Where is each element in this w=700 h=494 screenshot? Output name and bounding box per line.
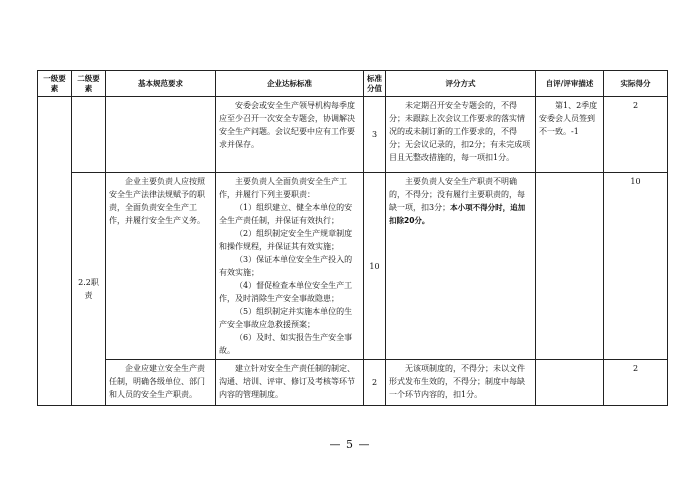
header-level1: 一级要素 — [38, 71, 72, 97]
header-level2: 二级要素 — [72, 71, 106, 97]
header-row — [38, 71, 668, 97]
method-text: 主要负责人安全生产职责不明确的，不得分；没有履行主要职责的，每缺一项，扣3分； — [389, 177, 525, 212]
actual-score-cell: 2 — [604, 97, 668, 173]
page-number: — 5 — — [329, 438, 371, 451]
level2-cell: 2.2职责 — [72, 173, 106, 406]
header-actual: 实际得分 — [604, 71, 668, 97]
method-cell: 未定期召开安全专题会的，不得分；未跟踪上次会议工作要求的落实情况的或未制订新的工作要求的，不得分；无会议记录的，扣2分；有未完成项目且无整改措施的，每一项扣1分。 — [386, 97, 536, 173]
header-score: 标准分值 — [364, 71, 386, 97]
score-cell: 10 — [364, 173, 386, 360]
level1-cell — [38, 97, 72, 406]
score-cell: 2 — [364, 360, 386, 406]
standard-line: （1）组织建立、健全本单位的安全生产责任制，并保证有效执行； — [219, 203, 353, 225]
header-method: 评分方式 — [386, 71, 536, 97]
standard-line: （4）督促检查本单位安全生产工作，及时消除生产安全事故隐患； — [219, 281, 353, 303]
standard-line: 主要负责人全面负责安全生产工作，并履行下列主要职责： — [219, 177, 347, 199]
table-row — [38, 97, 668, 173]
method-cell: 无该项制度的，不得分；未以文件形式发布生效的，不得分；制度中每缺一个环节内容的，扣1分。 — [386, 360, 536, 406]
standard-cell: 建立针对安全生产责任制的制定、沟通、培训、评审、修订及考核等环节内容的管理制度。 — [216, 360, 364, 406]
basic-req-cell: 企业主要负责人应按照安全生产法律法规赋予的职责，全面负责安全生产工作，并履行安全生产义务。 — [106, 173, 216, 360]
standards-table — [37, 70, 668, 406]
table-row — [38, 360, 668, 406]
basic-req-cell: 企业应建立安全生产责任制，明确各级单位、部门和人员的安全生产职责。 — [106, 360, 216, 406]
standard-cell: 安委会或安全生产领导机构每季度应至少召开一次安全专题会，协调解决安全生产问题。会议纪要中应有工作要求并保存。 — [216, 97, 364, 173]
basic-req-cell — [106, 97, 216, 173]
standard-line: （2）组织制定安全生产规章制度和操作规程，并保证其有效实施； — [219, 229, 353, 251]
standard-line: （5）组织制定并实施本单位的生产安全事故应急救援预案； — [219, 307, 353, 329]
actual-score-cell: 10 — [604, 173, 668, 360]
actual-score-cell: 2 — [604, 360, 668, 406]
method-cell — [386, 173, 536, 360]
method-bold-text: 本小项不得分时，追加扣除20分。 — [389, 203, 526, 225]
self-eval-cell — [536, 173, 604, 360]
standard-line: （3）保证本单位安全生产投入的有效实施； — [219, 255, 353, 277]
header-standard: 企业达标标准 — [216, 71, 364, 97]
header-self-eval: 自评/评审描述 — [536, 71, 604, 97]
level2-cell — [72, 97, 106, 173]
standard-line: （6）及时、如实报告生产安全事故。 — [219, 333, 353, 355]
self-eval-cell — [536, 360, 604, 406]
self-eval-cell: 第1、2季度安委会人员签到不一致。-1 — [536, 97, 604, 173]
score-cell: 3 — [364, 97, 386, 173]
header-basic-req: 基本规范要求 — [106, 71, 216, 97]
standard-cell — [216, 173, 364, 360]
table-row — [38, 173, 668, 360]
